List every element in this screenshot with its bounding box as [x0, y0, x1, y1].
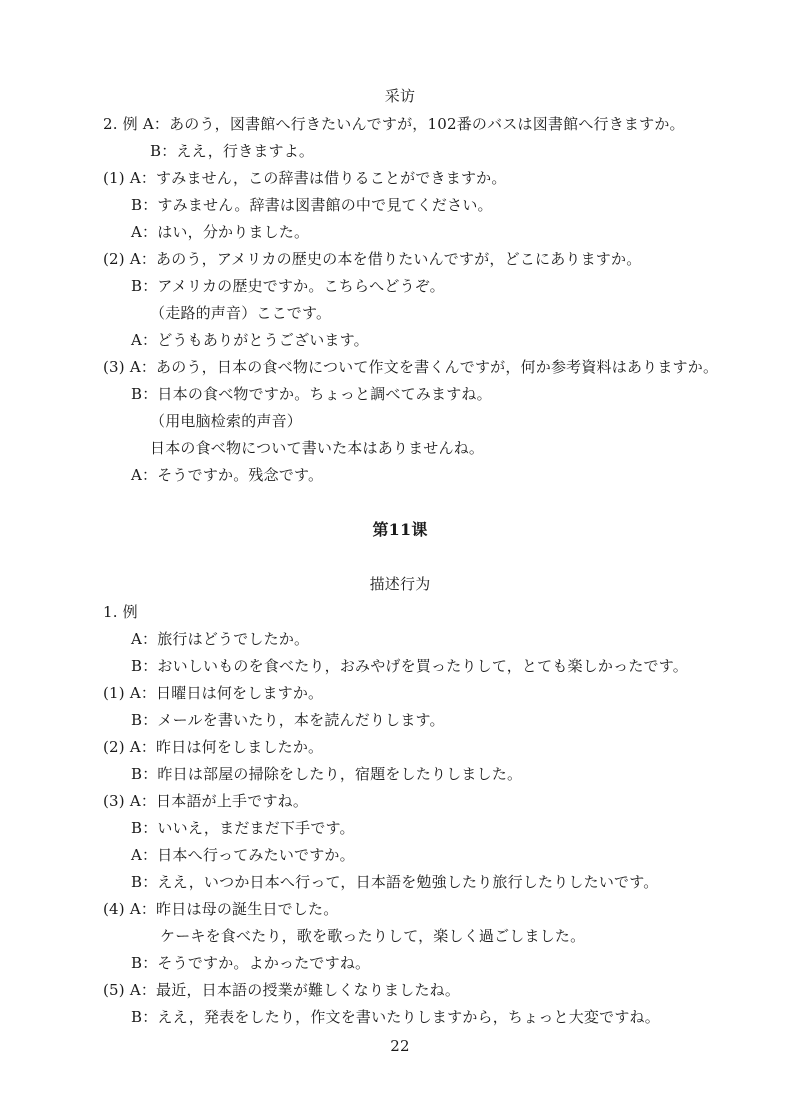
text-line: A：そうですか。残念です。 — [131, 466, 324, 484]
text-line: B：おいしいものを食べたり，おみやげを買ったりして，とても楽しかったです。 — [131, 657, 688, 675]
text-line: (3) A：あのう，日本の食べ物について作文を書くんですが，何か参考資料はありますか。 — [103, 358, 719, 376]
text-line: B：すみません。辞書は図書館の中で見てください。 — [131, 196, 493, 214]
text-line: A：はい，分かりました。 — [131, 223, 310, 241]
text-line: ケーキを食べたり，歌を歌ったりして，楽しく過ごしました。 — [160, 927, 586, 945]
text-line: 2. 例 A：あのう，図書館へ行きたいんですが，102番のバスは図書館へ行きますか。 — [103, 115, 685, 133]
text-line: (3) A：日本語が上手ですね。 — [103, 792, 309, 810]
text-line: B：ええ，いつか日本へ行って，日本語を勉強したり旅行したりしたいです。 — [131, 873, 659, 891]
page-number: 22 — [390, 1037, 410, 1055]
text-line: (2) A：昨日は何をしましたか。 — [103, 738, 324, 756]
text-line: 日本の食べ物について書いた本はありませんね。 — [150, 439, 485, 457]
section-heading-interview: 采访 — [384, 87, 416, 105]
text-line: A：日本へ行ってみたいですか。 — [131, 846, 355, 864]
text-line: A：旅行はどうでしたか。 — [131, 630, 310, 648]
text-line: （走路的声音）ここです。 — [150, 304, 332, 322]
text-line: (1) A：日曜日は何をしますか。 — [103, 684, 324, 702]
text-line: B：ええ，行きますよ。 — [150, 142, 315, 160]
section-heading-describe: 描述行为 — [369, 575, 431, 593]
text-line: B：いいえ，まだまだ下手です。 — [131, 819, 355, 837]
text-line: B：メールを書いたり，本を読んだりします。 — [131, 711, 445, 729]
text-line: 1. 例 — [103, 603, 138, 621]
text-line: B：ええ，発表をしたり，作文を書いたりしますから，ちょっと大変ですね。 — [131, 1008, 660, 1026]
lesson-title: 第11课 — [372, 520, 428, 539]
text-line: B：そうですか。よかったですね。 — [131, 954, 371, 972]
text-line: (2) A：あのう，アメリカの歴史の本を借りたいんですが，どこにありますか。 — [103, 250, 642, 268]
text-line: (5) A：最近，日本語の授業が難しくなりましたね。 — [103, 981, 461, 999]
text-line: B：昨日は部屋の掃除をしたり，宿題をしたりしました。 — [131, 765, 523, 783]
text-line: B：アメリカの歴史ですか。こちらへどうぞ。 — [131, 277, 445, 295]
text-line: (4) A：昨日は母の誕生日でした。 — [103, 900, 339, 918]
text-line: （用电脑检索的声音） — [150, 412, 303, 430]
text-line: (1) A：すみません，この辞書は借りることができますか。 — [103, 169, 507, 187]
text-line: A：どうもありがとうございます。 — [131, 331, 369, 349]
text-line: B：日本の食べ物ですか。ちょっと調べてみますね。 — [131, 385, 492, 403]
